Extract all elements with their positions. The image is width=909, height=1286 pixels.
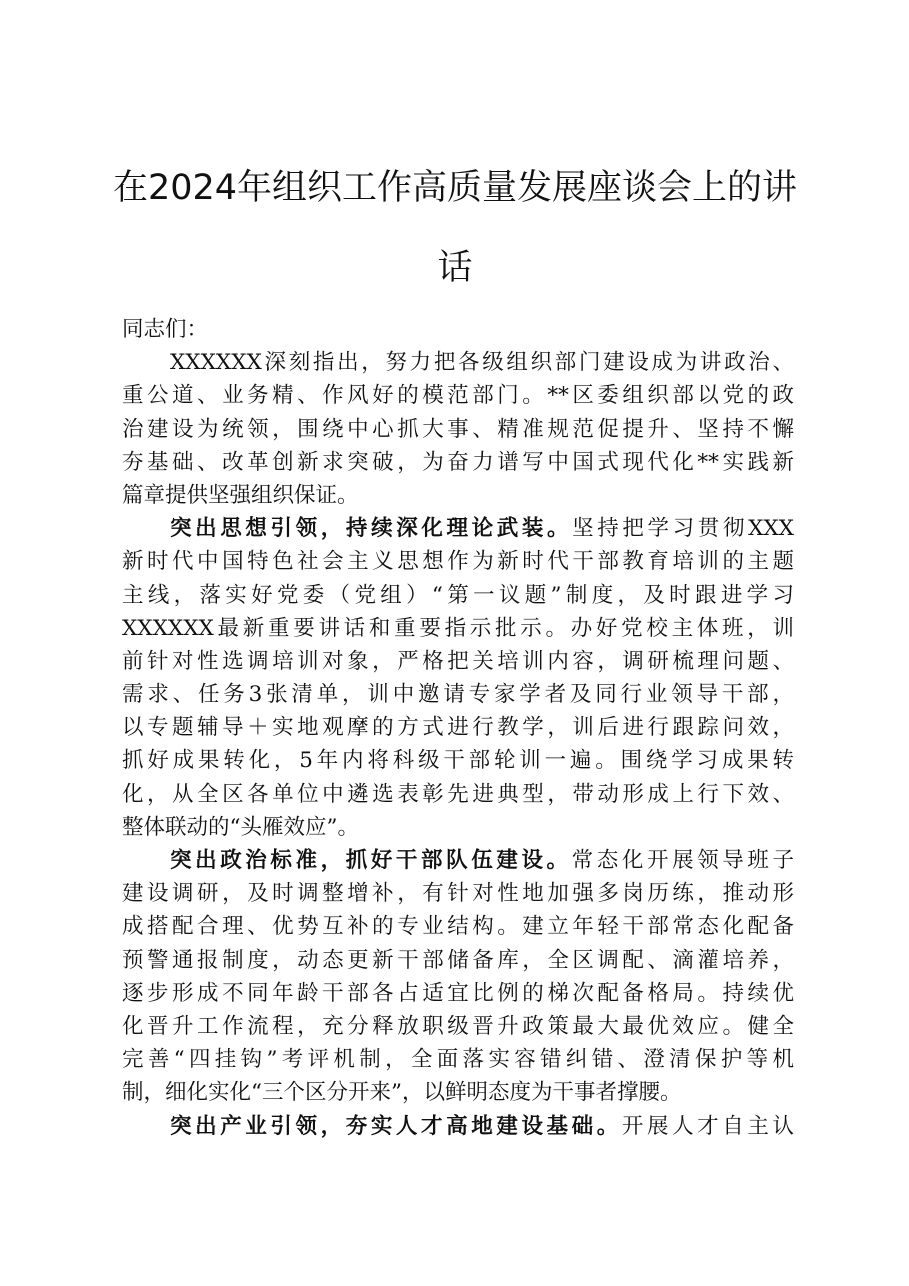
paragraph-2-line: 前针对性选调培训对象，严格把关培训内容，调研梳理问题、: [122, 648, 794, 674]
paragraph-3-line: 成搭配合理、优势互补的专业结构。建立年轻干部常态化配备: [122, 914, 794, 940]
paragraph-2-line: 新时代中国特色社会主义思想作为新时代干部教育培训的主题: [122, 549, 794, 575]
paragraph-1-line: XXXXXX深刻指出，努力把各级组织部门建设成为讲政治、: [170, 350, 794, 376]
paragraph-3-line: 完善“四挂钩”考评机制，全面落实容错纠错、澄清保护等机: [122, 1047, 794, 1073]
paragraph-2-first-text: 坚持把学习贯彻XXX: [572, 516, 794, 542]
title-line-2: 话: [437, 248, 473, 288]
paragraph-4-heading: 突出产业引领，夯实人才高地建设基础。: [170, 1113, 622, 1139]
paragraph-2-line: 主线，落实好党委（党组）“第一议题”制度，及时跟进学习: [122, 582, 794, 608]
document-body: [122, 313, 794, 1143]
paragraph-3-line: 预警通报制度，动态更新干部储备库，全区调配、滴灌培养，: [122, 947, 794, 973]
paragraph-1-line: 治建设为统领，围绕中心抓大事、精准规范促提升、坚持不懈: [122, 416, 794, 442]
paragraph-2-first-line: [122, 512, 794, 545]
paragraph-3-line: 制，细化实化“三个区分开来”，以鲜明态度为干事者撑腰。: [122, 1080, 682, 1106]
paragraph-2-line: 以专题辅导＋实地观摩的方式进行教学，训后进行跟踪问效，: [122, 715, 794, 741]
paragraph-3-line: 逐步形成不同年龄干部各占适宜比例的梯次配备格局。持续优: [122, 980, 794, 1006]
paragraph-4-first-text: 开展人才自主认: [621, 1113, 794, 1139]
title-line-1: 在2024年组织工作高质量发展座谈会上的讲: [112, 168, 798, 208]
paragraph-3-heading: 突出政治标准，抓好干部队伍建设。: [170, 848, 572, 873]
paragraph-4-first-line: [122, 1110, 794, 1143]
paragraph-3-line: 化晋升工作流程，充分释放职级晋升政策最大最优效应。健全: [122, 1013, 794, 1039]
paragraph-3-first-line: [122, 844, 794, 877]
salutation: 同志们：: [122, 317, 209, 342]
document-title: [110, 148, 800, 308]
paragraph-1-line: 夯基础、改革创新求突破，为奋力谱写中国式现代化**实践新: [122, 449, 794, 475]
paragraph-2-line: XXXXXX最新重要讲话和重要指示批示。办好党校主体班，训: [122, 615, 794, 641]
paragraph-1-line: 篇章提供坚强组织保证。: [122, 482, 359, 508]
paragraph-1-line: 重公道、业务精、作风好的模范部门。**区委组织部以党的政: [122, 383, 794, 409]
paragraph-3-first-text: 常态化开展领导班子: [571, 848, 794, 873]
paragraph-2-line: 需求、任务3张清单，训中邀请专家学者及同行业领导干部，: [122, 682, 794, 708]
paragraph-2-line: 化，从全区各单位中遴选表彰先进典型，带动形成上行下效、: [122, 781, 794, 807]
paragraph-2-line: 整体联动的“头雁效应”。: [122, 814, 359, 840]
paragraph-2-heading: 突出思想引领，持续深化理论武装。: [170, 516, 573, 542]
paragraph-2-line: 抓好成果转化，5年内将科级干部轮训一遍。围绕学习成果转: [122, 748, 794, 774]
paragraph-3-line: 建设调研，及时调整增补，有针对性地加强多岗历练，推动形: [122, 881, 794, 907]
